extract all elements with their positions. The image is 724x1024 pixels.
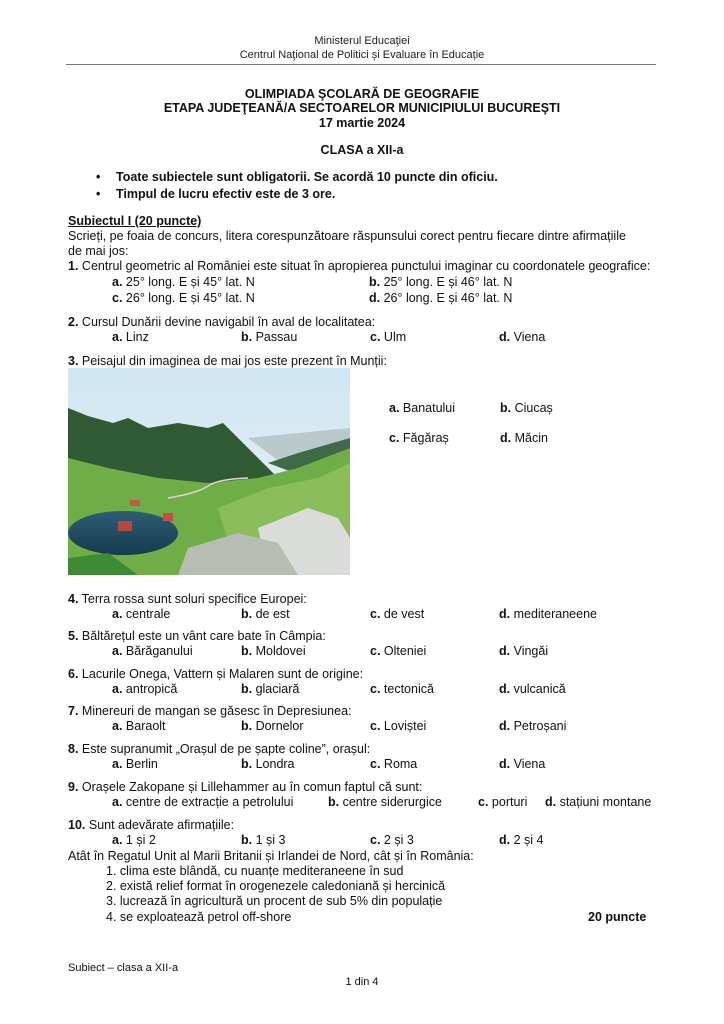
q6-option-c[interactable]: c. tectonică: [370, 682, 434, 696]
q8-option-d[interactable]: d. Viena: [499, 757, 546, 771]
q9-option-c[interactable]: c. porturi: [478, 795, 528, 809]
q10-statement-1: 1. clima este blândă, cu nuanțe mediteraneene în sud: [106, 864, 404, 878]
instruction-item: • Timpul de lucru efectiv este de 3 ore.: [96, 187, 336, 201]
q4-option-d[interactable]: d. mediteraneene: [499, 607, 597, 621]
q9-option-b[interactable]: b. centre siderurgice: [328, 795, 442, 809]
q10-option-d[interactable]: d. 2 și 4: [499, 833, 544, 847]
q2-option-d[interactable]: d. Viena: [499, 330, 546, 344]
question-5: 5. Băltărețul este un vânt care bate în Câmpia:: [68, 629, 326, 643]
olympiad-title: OLIMPIADA ŞCOLARĂ DE GEOGRAFIE: [244, 87, 480, 101]
q2-option-a[interactable]: a. Linz: [112, 330, 149, 344]
question-9: 9. Orașele Zakopane și Lillehammer au în comun faptul că sunt:: [68, 780, 423, 794]
q10-statement-4: 4. se exploatează petrol off-shore: [106, 910, 292, 924]
question-3: 3. Peisajul din imaginea de mai jos este prezent în Munții:: [68, 354, 387, 368]
q10-statement-3: 3. lucrează în agricultură un procent de sub 5% din populație: [106, 894, 443, 908]
q1-option-c[interactable]: c. 26° long. E și 45° lat. N: [112, 291, 255, 305]
q10-option-a[interactable]: a. 1 și 2: [112, 833, 156, 847]
subject-intro-cont: de mai jos:: [68, 244, 129, 258]
stage-title: ETAPA JUDEŢEANĂ/A SECTOARELOR MUNICIPIULUI BUCUREŞTI: [163, 101, 561, 115]
q7-option-c[interactable]: c. Loviștei: [370, 719, 427, 733]
q7-option-d[interactable]: d. Petroșani: [499, 719, 567, 733]
q6-option-d[interactable]: d. vulcanică: [499, 682, 566, 696]
mountain-landscape-photo: [68, 368, 350, 575]
q10-option-c[interactable]: c. 2 și 3: [370, 833, 414, 847]
q3-option-c[interactable]: c. Făgăraș: [389, 431, 449, 445]
q2-option-c[interactable]: c. Ulm: [370, 330, 407, 344]
q10-context: Atât în Regatul Unit al Marii Britanii și Irlandei de Nord, cât și în România:: [68, 849, 474, 863]
q9-option-a[interactable]: a. centre de extracție a petrolului: [112, 795, 294, 809]
q8-option-b[interactable]: b. Londra: [241, 757, 295, 771]
q3-option-d[interactable]: d. Măcin: [500, 431, 548, 445]
q10-option-b[interactable]: b. 1 și 3: [241, 833, 286, 847]
q6-option-a[interactable]: a. antropică: [112, 682, 178, 696]
question-10: 10. Sunt adevărate afirmațiile:: [68, 818, 235, 832]
q6-option-b[interactable]: b. glaciară: [241, 682, 300, 696]
q1-option-a[interactable]: a. 25° long. E și 45° lat. N: [112, 275, 255, 289]
q5-option-a[interactable]: a. Bărăganului: [112, 644, 193, 658]
question-7: 7. Minereuri de mangan se găsesc în Depresiunea:: [68, 704, 352, 718]
question-6: 6. Lacurile Onega, Vattern și Malaren sunt de origine:: [68, 667, 364, 681]
q5-option-b[interactable]: b. Moldovei: [241, 644, 306, 658]
q4-option-c[interactable]: c. de vest: [370, 607, 425, 621]
ministry-name: Ministerul Educaţiei: [314, 35, 410, 47]
instruction-item: • Toate subiectele sunt obligatorii. Se acordă 10 puncte din oficiu.: [96, 170, 498, 184]
q1-option-d[interactable]: d. 26° long. E și 46° lat. N: [369, 291, 513, 305]
header-divider: [66, 64, 656, 65]
q5-option-c[interactable]: c. Olteniei: [370, 644, 427, 658]
q9-option-d[interactable]: d. stațiuni montane: [545, 795, 652, 809]
subject-intro: Scrieți, pe foaia de concurs, litera corespunzătoare răspunsului corect pentru fiecare dintre afirmațiile: [68, 229, 626, 243]
q7-option-b[interactable]: b. Dornelor: [241, 719, 304, 733]
landscape-image-icon: [68, 368, 350, 575]
subject-heading: Subiectul I (20 puncte): [68, 214, 202, 228]
bullet-icon: •: [96, 170, 101, 184]
q4-option-a[interactable]: a. centrale: [112, 607, 171, 621]
q8-option-a[interactable]: a. Berlin: [112, 757, 158, 771]
q10-statement-2: 2. există relief format în orogenezele caledoniană și hercinică: [106, 879, 446, 893]
q4-option-b[interactable]: b. de est: [241, 607, 290, 621]
q5-option-d[interactable]: d. Vingăi: [499, 644, 549, 658]
question-8: 8. Este supranumit „Orașul de pe șapte coline”, orașul:: [68, 742, 371, 756]
q3-option-b[interactable]: b. Ciucaș: [500, 401, 553, 415]
bullet-icon: •: [96, 187, 101, 201]
center-name: Centrul Naţional de Politici și Evaluare în Educație: [239, 49, 485, 61]
exam-date: 17 martie 2024: [318, 116, 406, 130]
q8-option-c[interactable]: c. Roma: [370, 757, 418, 771]
footer-subject: Subiect – clasa a XII-a: [68, 962, 179, 974]
class-title: CLASA a XII-a: [320, 143, 404, 157]
q1-option-b[interactable]: b. 25° long. E și 46° lat. N: [369, 275, 513, 289]
question-2: 2. Cursul Dunării devine navigabil în aval de localitatea:: [68, 315, 376, 329]
question-4: 4. Terra rossa sunt soluri specifice Europei:: [68, 592, 307, 606]
q3-option-a[interactable]: a. Banatului: [389, 401, 456, 415]
question-1: 1. Centrul geometric al României este situat în apropierea punctului imaginar cu coordonatele geografice:: [68, 259, 651, 273]
q7-option-a[interactable]: a. Baraolt: [112, 719, 166, 733]
points-total: 20 puncte: [588, 910, 647, 924]
page-number: 1 din 4: [345, 976, 379, 988]
q2-option-b[interactable]: b. Passau: [241, 330, 298, 344]
